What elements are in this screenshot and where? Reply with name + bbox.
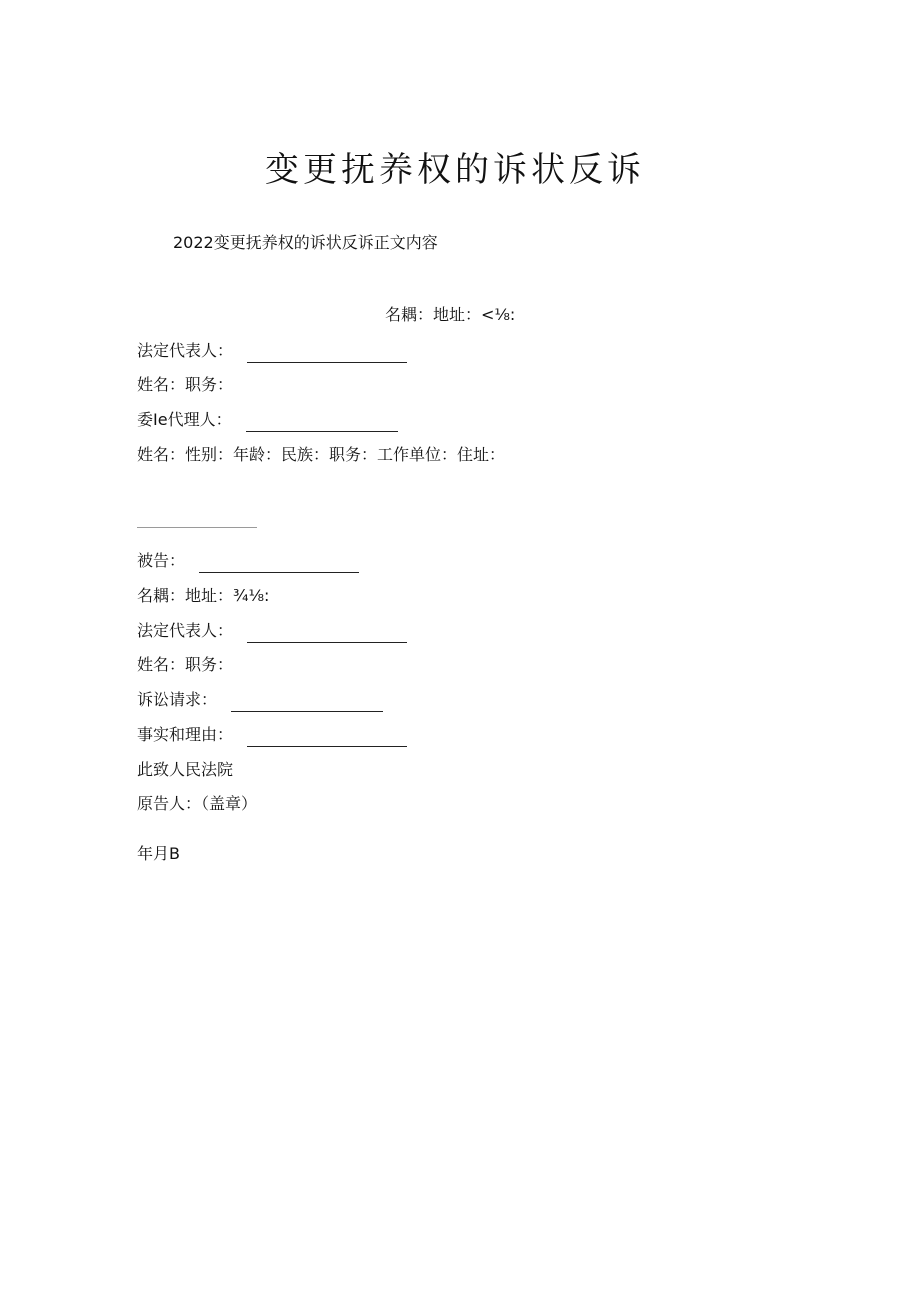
document-subtitle: 2022变更抚养权的诉状反诉正文内容: [173, 233, 438, 252]
defendant-blank: [199, 554, 359, 573]
plaintiff-signature-line: 原告人：（盖章）: [137, 794, 258, 813]
facts-reasons-line: [137, 723, 407, 747]
defendant-label: 被告：: [137, 551, 186, 570]
defendant-line: [137, 549, 359, 573]
to-court-line: 此致人民法院: [137, 760, 234, 779]
claims-label: 诉讼请求：: [137, 690, 218, 709]
facts-reasons-label: 事实和理由：: [137, 725, 234, 744]
agent-blank: [246, 413, 398, 432]
facts-reasons-blank: [247, 728, 407, 747]
legal-representative-blank-2: [247, 624, 407, 643]
legal-representative-blank: [247, 344, 407, 363]
agent-label: 委Ie代理人：: [137, 410, 232, 429]
agent-line: [137, 408, 398, 432]
legal-representative-line-2: [137, 619, 407, 643]
legal-representative-line-1: [137, 339, 407, 363]
claims-blank: [231, 693, 383, 712]
legal-representative-label: 法定代表人：: [137, 341, 234, 360]
defendant-name-address-line: 名耦：地址：¾⅛:: [137, 586, 270, 605]
name-position-line-1: 姓名：职务：: [137, 375, 234, 394]
agent-details-line: 姓名：性别：年龄：民族：职务：工作单位：住址：: [137, 445, 506, 464]
name-position-line-2: 姓名：职务：: [137, 655, 234, 674]
claims-line: [137, 688, 383, 712]
legal-representative-label-2: 法定代表人：: [137, 621, 234, 640]
section-divider: [137, 527, 257, 528]
document-title: 变更抚养权的诉状反诉: [265, 150, 645, 190]
plaintiff-name-address-line: 名耦：地址：<⅛:: [385, 305, 516, 324]
date-line: 年月B: [137, 844, 180, 863]
